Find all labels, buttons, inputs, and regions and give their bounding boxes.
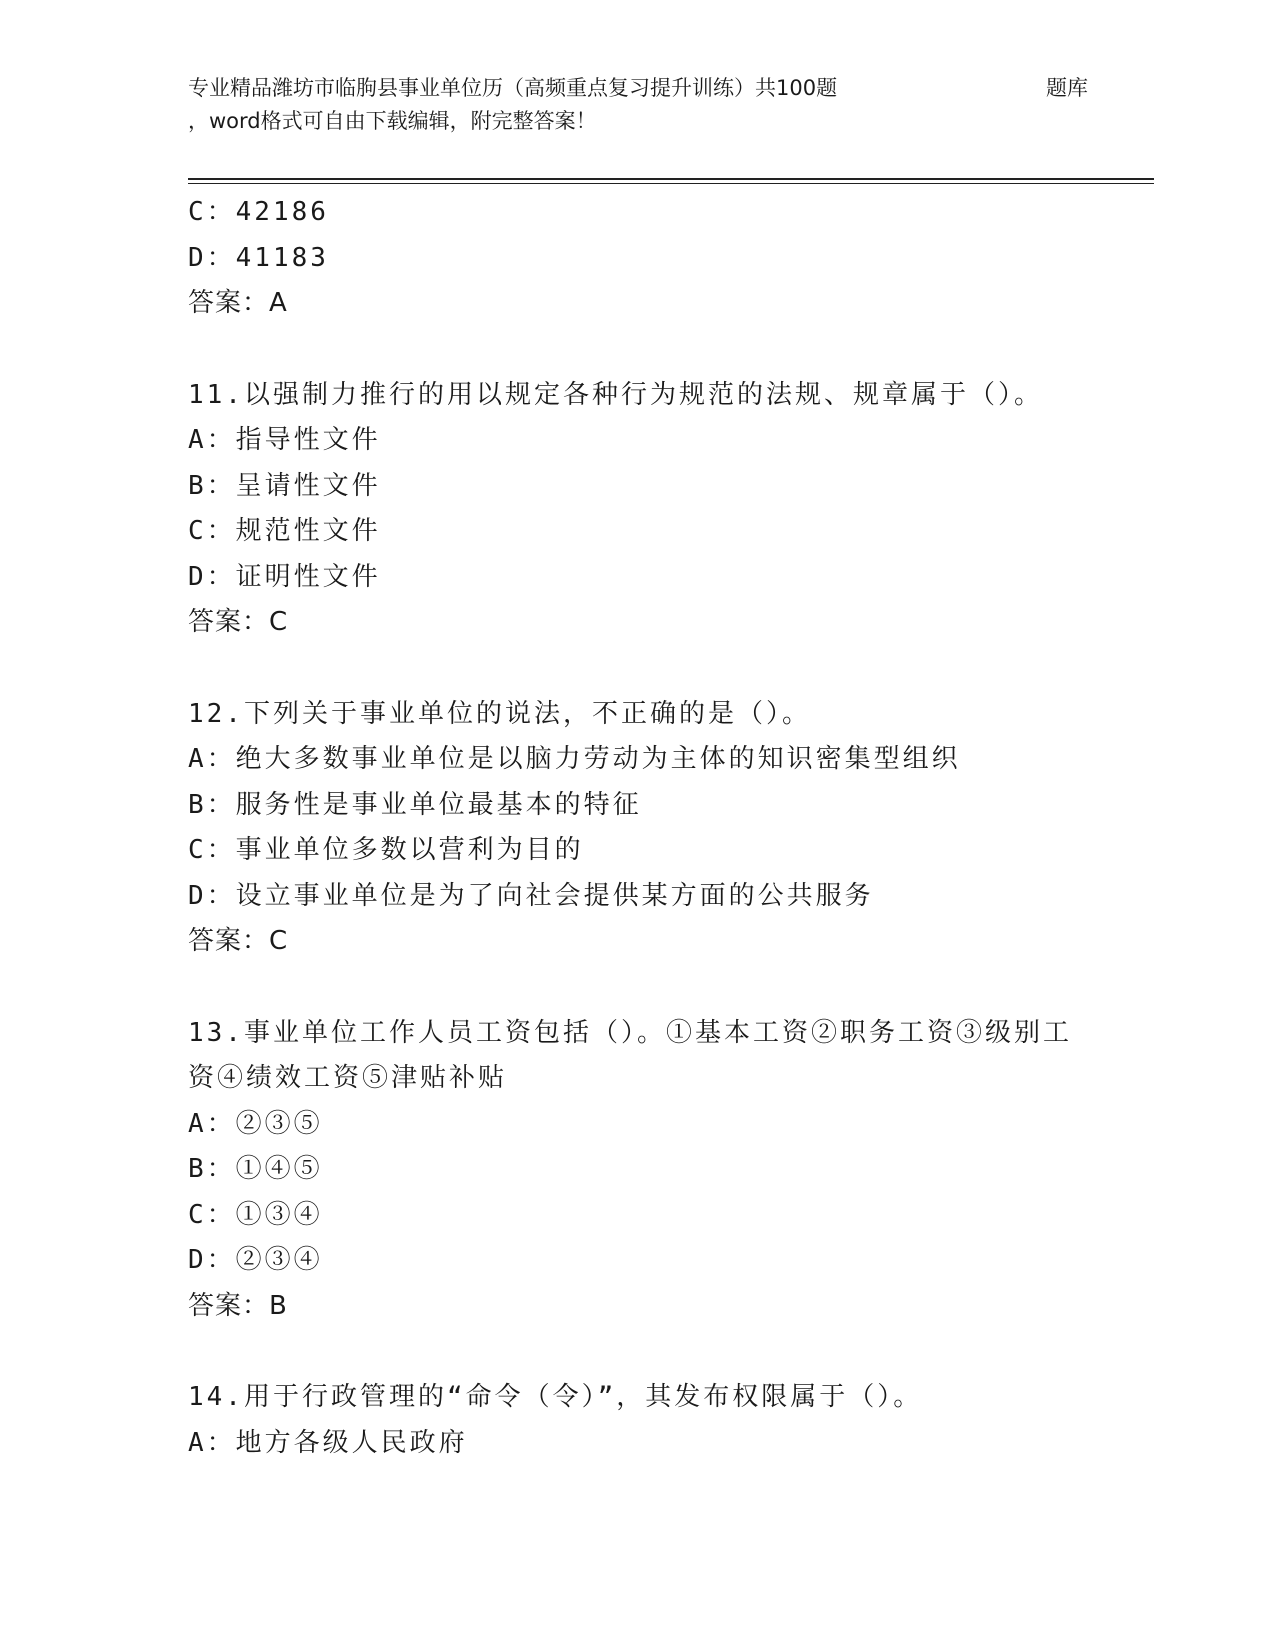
option-line: C：①③④ [188,1199,323,1230]
option-line: A：指导性文件 [188,425,381,455]
option-line: D：41183 [188,242,329,273]
option-line: A：②③⑤ [188,1108,323,1139]
option-line: B：服务性是事业单位最基本的特征 [188,789,642,820]
question-text: 14.用于行政管理的“命令（令）”，其发布权限属于（）。 [188,1382,923,1412]
option-line: D：证明性文件 [188,561,381,592]
question-text: 11.以强制力推行的用以规定各种行为规范的法规、规章属于（）。 [188,379,1043,410]
option-line: C：事业单位多数以营利为目的 [188,835,584,865]
spacer [188,646,1154,692]
spacer [188,1329,1154,1375]
spacer [188,327,1154,373]
answer-line: 答案：B [188,1290,288,1321]
option-line: D：②③④ [188,1245,323,1275]
document-subtitle: ，word格式可自由下载编辑，附完整答案！ [188,109,597,133]
option-line: C：42186 [188,197,329,227]
document-title: 专业精品潍坊市临朐县事业单位历（高频重点复习提升训练）共100题 [188,76,838,100]
header-rule-thin [188,183,1154,184]
header-row [188,72,1088,105]
question-block [188,692,1154,965]
option-line: A：地方各级人民政府 [188,1427,468,1458]
option-line: C：规范性文件 [188,516,381,546]
question-block [188,1375,1154,1466]
answer-line: 答案：A [188,288,288,318]
option-line: D：设立事业单位是为了向社会提供某方面的公共服务 [188,880,874,911]
option-line: B：呈请性文件 [188,470,381,501]
question-text: 13.事业单位工作人员工资包括（）。①基本工资②职务工资③级别工 [188,1017,1072,1048]
header-tag: 题库 [1046,76,1088,100]
question-block [188,1011,1154,1330]
option-line: B：①④⑤ [188,1154,323,1184]
question-text-continued: 资④绩效工资⑤津贴补贴 [188,1063,508,1093]
document-body [188,190,1154,1466]
answer-line: 答案：C [188,926,289,956]
question-text: 12.下列关于事业单位的说法，不正确的是（）。 [188,698,811,729]
page-header [188,72,1088,138]
spacer [188,965,1154,1011]
question-block [188,373,1154,646]
answer-line: 答案：C [188,607,289,637]
option-line: A：绝大多数事业单位是以脑力劳动为主体的知识密集型组织 [188,744,961,774]
header-rule-thick [188,178,1154,180]
